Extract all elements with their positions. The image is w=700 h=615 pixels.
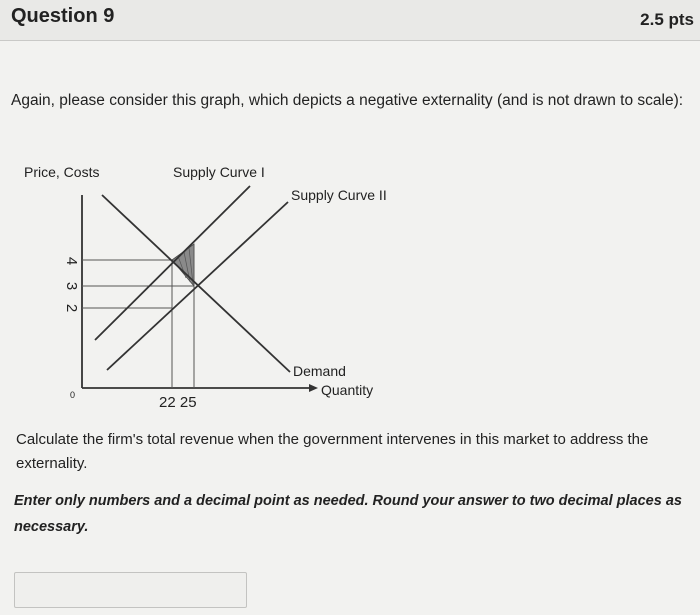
question-header [0, 0, 700, 41]
y-tick-label-4: 4 [63, 256, 80, 266]
x-axis-arrowhead [309, 384, 318, 392]
answer-input[interactable] [14, 572, 247, 608]
answer-instruction: Enter only numbers and a decimal point as needed. Round your answer to two decimal places as necessary. [14, 493, 682, 535]
y-tick-label-3: 3 [63, 281, 80, 291]
y-axis-label: Price, Costs [24, 164, 100, 180]
demand-curve [102, 195, 290, 372]
x-axis-label: Quantity [321, 382, 374, 398]
y-tick-label-2: 2 [63, 303, 80, 313]
question-text: Calculate the firm's total revenue when the government intervenes in this market to address the externality. [16, 431, 649, 472]
question-points: 2.5 pts [640, 10, 694, 29]
supply-curve-1-label: Supply Curve I [173, 164, 265, 180]
question-intro: Again, please consider this graph, which depicts a negative externality (and is not drawn to scale): [11, 92, 684, 109]
question-title: Question 9 [11, 5, 115, 27]
externality-graph [0, 150, 420, 420]
x-tick-labels: 22 25 [159, 394, 197, 411]
supply-curve-2-label: Supply Curve II [291, 187, 387, 203]
demand-label: Demand [293, 363, 346, 379]
origin-label: 0 [70, 390, 76, 400]
